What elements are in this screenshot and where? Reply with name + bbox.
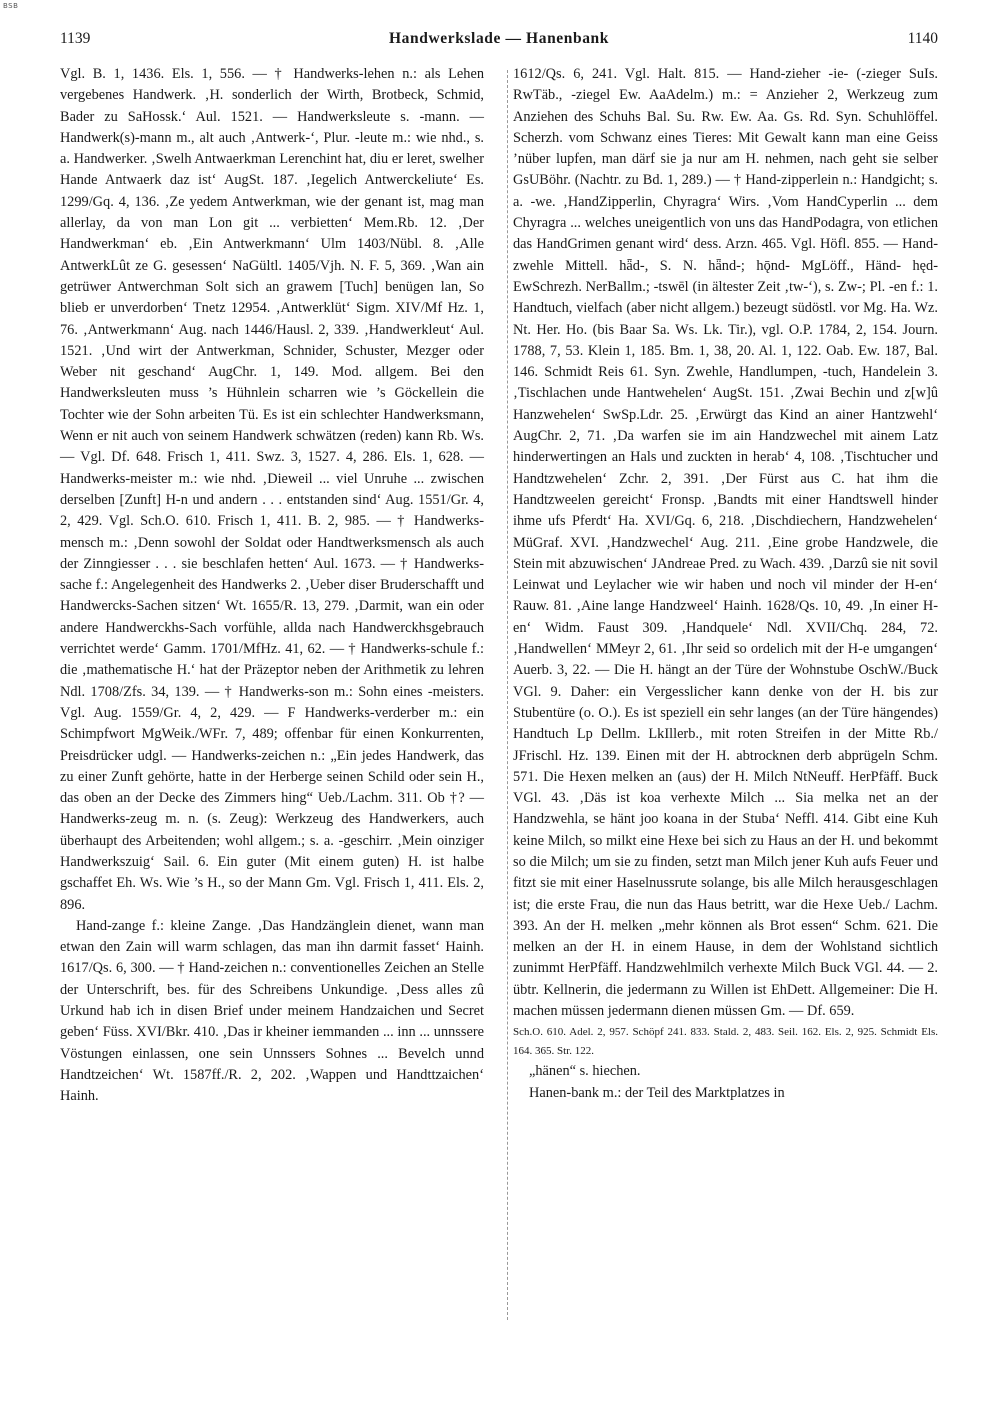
- entry-hand-zange: Hand-zange f.: kleine Zange. ‚Das Handzänglein dienet, wann man etwan den Zain will warm schlagen, das man ihn darmit fasset‘ Hainh. 1617/Qs. 6, 300. — † Hand-zeichen n.: conventionelles Zeichen an Stelle der Unterschrift, bes. für des Schreibens Unkundige. ‚Dess alles zû Urkund hab ich in disen Brief under meinem Handzaichen und Secret geben‘ Füss. XVI/Bkr. 410. ‚Das ir kheiner iemmanden ... inn ... unnssere Vöstungen einlassen, one sein Unnssers Sohnes ... Bevelch unnd Handtzeichen‘ Wt. 1587ff./R. 2, 202. ‚Wappen und Handttzaichen‘ Hainh.: [60, 917, 484, 1105]
- page-number-right: 1140: [907, 30, 938, 47]
- entry-hand-zieher-paragraph: 1612/Qs. 6, 241. Vgl. Halt. 815. — Hand-zieher -ie- (-zieger SuIs. RwTäb., -ziegel Ew. AaAdelm.) m.: = Anzieher 2, Werkzeug zum Anziehen des Schuhs Bal. Su. Rw. Ew. Aa. Gs. Rd. Syn. Schuhlöffel. Scherzh. vom Schwanz eines Tieres: Mit Gewalt kann man eine Geiss ’nüber lupfen, man därf sie ja nur am H. nehmen, nach geht sie selber GsUBöhr. (Nachtr. zu Bd. 1, 289.) — † Hand-zipperlein n.: Handgicht; s. a. -we. ‚HandZipperlin, Chyragra‘ Wirs. ‚Vom HandCyperlin ... dem Chyragra ... welches uneigentlich von uns das HandPodagra, von etlichen das HandGrimen genant wird‘ dess. Arzn. 465. Vgl. Höfl. 855. — Hand-zwehle Mittell. hǟd-, S. N. hǟnd-; hǭnd- MgLöff., Händ- hęd- EwSchrezh. NerBallm.; -tswēl (in ältester Zeit ‚tw-‘), s. Zw-; Pl. -en f.: 1. Handtuch, vielfach (aber nicht allgem.) bezeugt südöstl. vor Mg. Ha. Wz. Nt. Her. Ho. (bis Baar Sa. Ws. Lk. Tir.), vgl. O.P. 1784, 2, 154. Journ. 1788, 7, 53. Klein 1, 185. Bm. 1, 38, 20. Al. 1, 122. Oab. Ew. 187, Bal. 146. Schmidt Reis 61. Syn. Zwehle, Handlumpen, -tuch, Handelein 3. ‚Tischlachen unde Hantwehelen‘ AugSt. 151. ‚Zwai Bechin und z[w]û Hanzwehelen‘ SwSp.Ldr. 25. ‚Erwürgt das Kind an ainer Hantzwehl‘ AugChr. 2, 71. ‚Da warfen sie im ain Handzwechel mit ainem Latz hinderwertingen an Hals und zuckten in herab‘ 4, 108. ‚Tischtucher und Handtzwehelen‘ Zchr. 2, 391. ‚Der Fürst aus C. hat ihm die Handtzweelen gereicht‘ Fronsp. ‚Bandts mit einer Handtswell hinder ihme ufs Pferdt‘ Ha. XVI/Gq. 6, 218. ‚Dischdiechern, Handzwehelen‘ MüGraf. XVI. ‚Handzwechel‘ Aug. 211. ‚Eine grobe Handzwele, die Stein mit abzuwischen‘ JAndreae Pred. zu Wach. 439. ‚Darzû sie nit sovil Leinwat und Leylacher wie wir haben und noch vil minder der H-en‘ Rauw. 81. ‚Aine lange Handzweel‘ Hainh. 1628/Qs. 10, 49. ‚In einer H-en‘ Widm. Faust 309. ‚Handquele‘ Ndl. XVII/Chq. 284, 72. ‚Handwellen‘ MMeyr 2, 61. ‚Ihr seid so ordelich mit der H-e umgangen‘ Auerb. 3, 22. — Die H. hängt an der Türe der Wohnstube OschW./Buck VGl. 9. Daher: ein Vergesslicher kann denke von der H. bis zur Stubentüre (o. O.). Es ist speziell ein sehr langes (an der Türe hängendes) Handtuch Lp Dellm. LkIllerb., mit roten Streifen in der Mitte Rb./ JFrischl. Hz. 139. Einen mit der H. abtrocknen derb abprügeln Schm. 571. Die Hexen melken an (aus) der H. Milch NtNeuff. HerPfäff. Buck VGl. 43. ‚Däs ist koa verhexte Milch ... Sia melka net an der Handzwehla, se hänt joo koana in der Stuba‘ Neffl. 414. Gibt eine Kuh keine Milch, so milkt eine Hexe bei sich zu Haus an der H. und bekommt so die Milch; um sie zu finden, setzt man Milch jener Kuh aufs Feuer und fitzt sie mit einer Haselnussrute solange, bis alle Milch herausgeschlagen ist; die erste Frau, die nun das Haus betritt, war die Hexe Ueb./ Lachm. 393. An der H. melken „mehr können als Brot essen“ Schm. 621. Die melken an der H. in einem Hause, in dem der Wohlstand sichtlich zunimmt HerPfäff. Handzwehlmilch verhexte Milch Buck VGl. 44. — 2. übtr. Kellnerin, die jedermann zu Willen ist EhDett. Allgemeiner: Die H. machen müssen jedermann dienen müssen Gm. — Df. 659.: [513, 66, 938, 1020]
- page-number-left: 1139: [60, 30, 91, 47]
- left-column: [60, 64, 484, 1108]
- page-title: Handwerkslade — Hanenbank: [389, 30, 609, 47]
- references-note: Sch.O. 610. Adel. 2, 957. Schöpf 241. 833. Stald. 2, 483. Seil. 162. Els. 2, 925. Schmidt Els. 164. 365. Str. 122.: [513, 1026, 938, 1058]
- column-divider: [507, 70, 508, 1320]
- entry-handwerks-paragraph: Vgl. B. 1, 1436. Els. 1, 556. — † Handwerks-lehen n.: als Lehen vergebenes Handwerk. ‚H. sonderlich der Wirth, Brotbeck, Schmid, Bader zu SaHossk.‘ Aul. 1521. — Handwerksleute s. -mann. — Handwerk(s)-mann m., alt auch ‚Antwerk-‘, Plur. -leute m.: wie nhd., s. a. Handwerker. ‚Swelh Antwaerkman Lerenchint hat, diu er leret, swelher Hande Antwaerk daz ist‘ AugSt. 187. ‚Iegelich Antwerckeliute‘ Es. 1299/Gq. 4, 136. ‚Ze yedem Antwerkman, wie der genant ist, mag man allerlay, da von man Lon git ... verbietten‘ Mem.Rb. 12. ‚Der Handwerkman‘ eb. ‚Ein Antwerkmann‘ Ulm 1403/Nübl. 8. ‚Alle AntwerkLût ze G. gesessen‘ NaGültl. 1405/Vjh. N. F. 5, 369. ‚Wan ain getrüwer Antwerchman Solt sich an grawem [Tuch] benügen lan, So blieb er unverdorben‘ Tnetz 12954. ‚Antwerklüt‘ Sigm. XIV/Mf Hz. 1, 76. ‚Antwerkmann‘ Aug. nach 1446/Hausl. 2, 339. ‚Handwerkleut‘ Aul. 1521. ‚Und wirt der Antwerkman, Schnider, Schuster, Mezger oder Weber nit geschand‘ AugChr. 1, 149. Mod. allgem. Bei den Handwerksleuten muss ’s Hühnlein scharren wie ’s Göckellein die Tochter wie der Sohn arbeiten Tü. Es ist ein schlechter Handwerksmann, Wenn er nit auch von seinem Handwerk schwätzen (reden) kann Rb. Ws. — Vgl. Df. 648. Frisch 1, 411. Swz. 3, 1527. 4, 286. Els. 1, 628. — Handwerks-meister m.: wie nhd. ‚Dieweil ... viel Unruhe ... zwischen derselben [Zunft] H-n und andern . . . entstanden sind‘ Aug. 1551/Gr. 4, 2, 429. Vgl. Sch.O. 610. Frisch 1, 411. B. 2, 985. — † Handwerks-mensch m.: ‚Denn sowohl der Soldat oder Handtwerksmensch als auch der Zinngiesser . . . sie beschlafen hetten‘ Aul. 1673. — † Handwerks-sache f.: Angelegenheit des Handwerks 2. ‚Ueber diser Bruderschafft und Handwercks-Sachen sitzen‘ Wt. 1655/R. 13, 279. ‚Darmit, wan ein oder andere Handwerckhs-Sach vorfühle, allda nach Handwerckhsgebrauch verrichtet werde‘ Gamm. 1701/MfHz. 41, 62. — † Handwerks-schule f.: die ‚mathematische H.‘ hat der Präzeptor neben der Arithmetik zu lehren Ndl. 1708/Zfs. 34, 139. — † Handwerks-son m.: Sohn eines -meisters. Vgl. Aug. 1559/Gr. 4, 2, 429. — F Handwerks-verderber m.: ein Schimpfwort MgWeik./WFr. 7, 489; offenbar für einen Konkurrenten, Preisdrücker udgl. — Handwerks-zeichen n.: „Ein jedes Handwerk, das zu einer Zunft gehörte, hatte in der Herberge seinen Schild oder sein H., das oben an der Decke des Zimmers hing“ Ueb./Lachm. 311. Ob †? — Handwerks-zeug m. n. (s. Zeug): Werkzeug des Handwerkers, auch überhaupt des Arbeitenden; wohl allgem.; s. a. -geschirr. ‚Mein oinziger Handwerkszuig‘ Sail. 6. Ein guter (Mit einem guten) H. ist halbe gschaffet Eh. Ws. Wie ’s H., so der Mann Gm. Vgl. Frisch 1, 411. Els. 2, 896.: [60, 66, 484, 913]
- entry-haenen: „hänen“ s. hiechen.: [529, 1063, 641, 1080]
- entry-hanen-bank: Hanen-bank m.: der Teil des Marktplatzes in: [529, 1084, 785, 1101]
- right-column: [513, 64, 938, 1104]
- library-stamp: BSB: [3, 2, 19, 10]
- running-header: [60, 30, 938, 56]
